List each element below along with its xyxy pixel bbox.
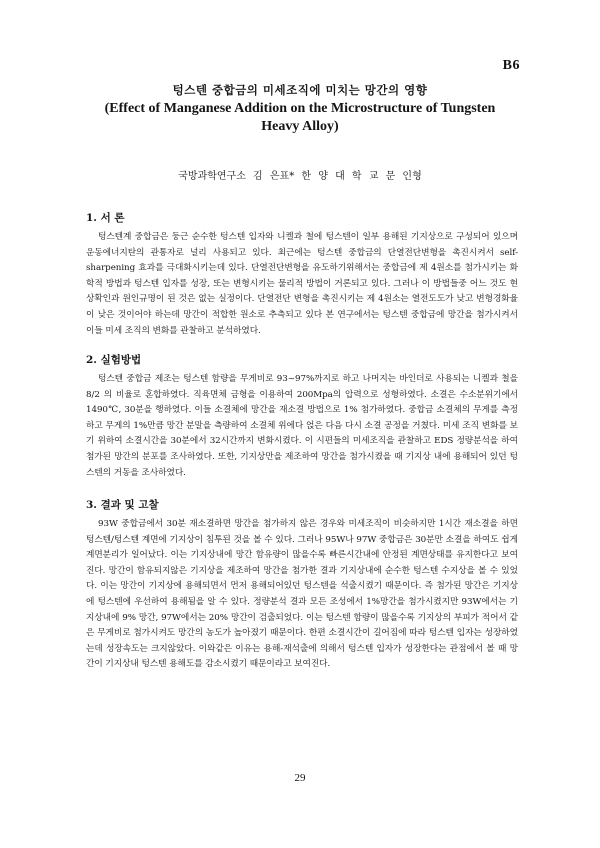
section-body: 93W 중합금에서 30분 재소결하면 망간을 첨가하지 않은 경우와 미세조직이 비슷하지만 1시간 재소결을 하면 텅스텐/텅스텐 계면에 기지상이 침투된 것을 볼 수 있다. 그러나 95W나 97W 중합금은 30분만 소결을 하여도 쉽게 계면분리가 일어났다. 이는 기지상내에 망간 함유량이 많을수록 빠른시간내에 안정된 계면상태를 유지한다고 보여진다. 망간이 함유되지않은 기지상을 제조하여 망간을 첨가한 결과 기지상내에 순수한 텅스텐 수지상을 볼 수 있었다. 이는 망간이 기지상에 용해되면서 먼저 용해되어있던 텅스텐을 석출시켰기 때문이다. 즉 첨가된 망간은 기지상에 텅스텐에 우선하여 용해됨을 알 수 있다. 정량분석 결과 모든 조성에서 1%망간을 첨가시켰지만 93W에서는 기지상내에 9% 망간, 97W에서는 20% 망간이 검출되었다. 이는 텅스텐 함량이 많을수록 기지상의 부피가 적어서 같은 무게비로 첨가시켜도 망간의 농도가 높아졌기 때문이다. 한편 소결시간이 길어짐에 따라 텅스텐 입자는 성장하였는데 성장속도는 크지않았다. 이와같은 이유는 용해-재석출에 의해서 텅스텐 입자가 성장한다는 관점에서 볼 때 망간이 기지상내 텅스텐 용해도를 감소시켰기 때문이라고 보여진다. <box>86 519 518 670</box>
page-number: 29 <box>294 772 306 784</box>
section-body: 텅스텐계 중합금은 둥근 순수한 텅스텐 입자와 니켈과 철에 텅스텐이 일부 용해된 기지상으로 구성되어 있으며 운동에너지탄의 관통자로 널리 사용되고 있다. 최근에는 텅스텐 중합금의 단열전단변형을 촉진시켜서 self-sharpening 효과를 극대화시키는데 있다. 단열전단변형을 유도하기위해서는 중합금에 제 4원소를 첨가시키는 화학적 방법과 텅스텐 입자를 성장, 또는 변형시키는 물리적 방법이 거론되고 있다. 그러나 이 방법들중 어느 것도 현상확인과 원인규명이 된 것은 없는 실정이다. 단열전단 변형을 촉진시키는 제 4원소는 열전도도가 낮고 변형경화율이 낮은 것이어야 하는데 망간이 적합한 원소로 추측되고 있다 본 연구에서는 텅스텐 중합금에 망간을 첨가시켜서 이들 미세 조직의 변화를 관찰하고 분석하였다. <box>86 232 518 336</box>
section-introduction <box>86 210 518 339</box>
title-korean: 텅스텐 중합금의 미세조직에 미치는 망간의 영향 <box>172 83 428 97</box>
section-heading: 2. 실험방법 <box>86 354 142 366</box>
section-methods <box>86 352 518 481</box>
author-affiliations: 국방과학연구소 김 은표* 한 양 대 학 교 문 인형 <box>178 171 422 182</box>
section-results <box>86 497 518 673</box>
title-english: (Effect of Manganese Addition on the Microstructure of Tungsten Heavy Alloy) <box>104 101 496 134</box>
section-heading: 3. 결과 및 고찰 <box>86 499 159 511</box>
section-heading: 1. 서 론 <box>86 212 125 224</box>
section-body: 텅스텐 중합금 제조는 텅스텐 함량을 무게비로 93~97%까지로 하고 나머지는 바인더로 사용되는 니켈과 철을 8/2 의 비율로 혼합하였다. 직육면체 금형을 이용하여 200Mpa의 압력으로 성형하였다. 소결은 수소분위기에서 1490℃, 30분을 행하였다. 이들 소결체에 망간을 재소결 방법으로 1% 첨가하였다. 중합금 소결체의 무게를 측정하고 무게의 1%만큼 망간 분말을 측량하여 소결체 위에다 얹은 다음 다시 소결 공정을 거쳤다. 미세 조직 변화를 보기 위하여 소결시간을 30분에서 32시간까지 변화시켰다. 이 시편들의 미세조직을 관찰하고 EDS 정량분석을 하여 첨가된 망간의 분포를 조사하였다. 또한, 기지상만을 제조하여 망간을 첨가시켰을 때 기지상 내에 용해되어 있던 텅스텐의 거동을 조사하였다. <box>86 374 518 478</box>
page-code: B6 <box>502 58 520 73</box>
